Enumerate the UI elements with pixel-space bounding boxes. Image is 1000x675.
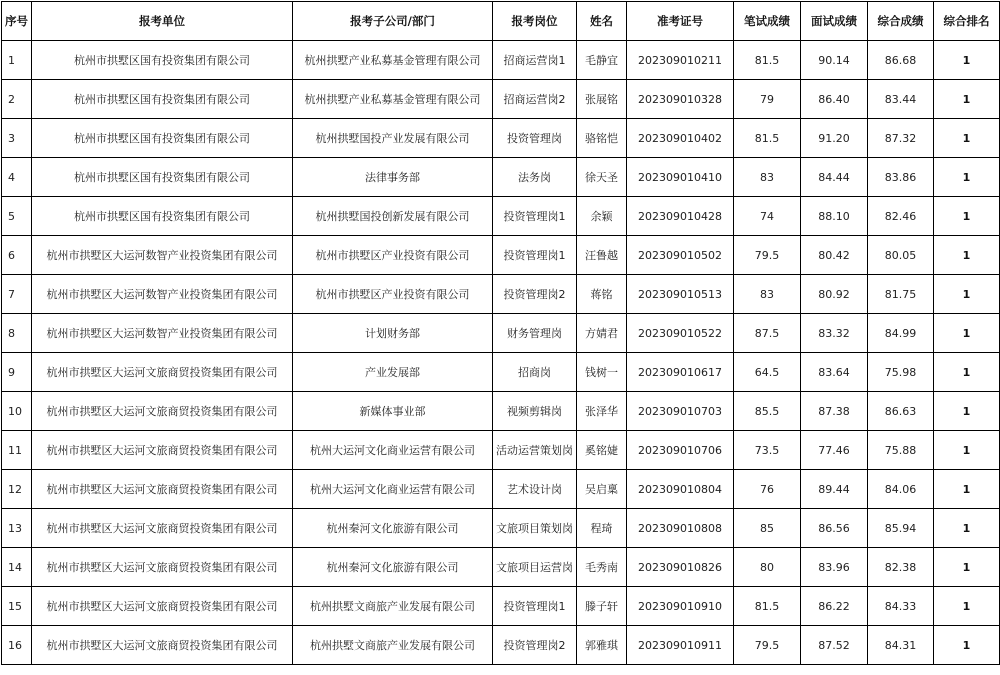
cell-ticket: 202309010502 (627, 236, 734, 275)
cell-written-score: 81.5 (734, 41, 801, 80)
cell-unit: 杭州市拱墅区大运河文旅商贸投资集团有限公司 (32, 392, 293, 431)
cell-subsidiary: 杭州拱墅产业私募基金管理有限公司 (293, 80, 493, 119)
table-row (2, 158, 1000, 197)
cell-name: 徐天圣 (577, 158, 627, 197)
cell-position: 文旅项目运营岗 (493, 548, 577, 587)
table-header (2, 2, 1000, 41)
cell-interview-score: 80.92 (801, 275, 868, 314)
cell-total-score: 85.94 (868, 509, 934, 548)
header-total: 综合成绩 (868, 2, 934, 41)
cell-rank: 1 (934, 158, 1000, 197)
cell-interview-score: 87.52 (801, 626, 868, 665)
cell-unit: 杭州市拱墅区国有投资集团有限公司 (32, 41, 293, 80)
header-index: 序号 (2, 2, 32, 41)
cell-total-score: 82.46 (868, 197, 934, 236)
cell-ticket: 202309010402 (627, 119, 734, 158)
cell-total-score: 86.68 (868, 41, 934, 80)
cell-unit: 杭州市拱墅区国有投资集团有限公司 (32, 158, 293, 197)
cell-ticket: 202309010522 (627, 314, 734, 353)
cell-position: 招商岗 (493, 353, 577, 392)
cell-position: 投资管理岗2 (493, 275, 577, 314)
cell-index: 12 (2, 470, 32, 509)
cell-position: 招商运营岗1 (493, 41, 577, 80)
cell-interview-score: 80.42 (801, 236, 868, 275)
cell-subsidiary: 杭州秦河文化旅游有限公司 (293, 509, 493, 548)
cell-total-score: 81.75 (868, 275, 934, 314)
cell-index: 4 (2, 158, 32, 197)
cell-unit: 杭州市拱墅区大运河文旅商贸投资集团有限公司 (32, 353, 293, 392)
cell-written-score: 83 (734, 158, 801, 197)
cell-rank: 1 (934, 119, 1000, 158)
cell-rank: 1 (934, 80, 1000, 119)
cell-ticket: 202309010804 (627, 470, 734, 509)
cell-written-score: 87.5 (734, 314, 801, 353)
cell-position: 投资管理岗2 (493, 626, 577, 665)
table-row (2, 236, 1000, 275)
cell-name: 程琦 (577, 509, 627, 548)
cell-unit: 杭州市拱墅区大运河数智产业投资集团有限公司 (32, 275, 293, 314)
cell-total-score: 84.31 (868, 626, 934, 665)
cell-position: 法务岗 (493, 158, 577, 197)
cell-subsidiary: 产业发展部 (293, 353, 493, 392)
cell-unit: 杭州市拱墅区大运河文旅商贸投资集团有限公司 (32, 548, 293, 587)
header-rank: 综合排名 (934, 2, 1000, 41)
table-row (2, 431, 1000, 470)
cell-unit: 杭州市拱墅区大运河文旅商贸投资集团有限公司 (32, 470, 293, 509)
cell-rank: 1 (934, 470, 1000, 509)
cell-name: 吴启稟 (577, 470, 627, 509)
cell-index: 10 (2, 392, 32, 431)
header-name: 姓名 (577, 2, 627, 41)
cell-written-score: 73.5 (734, 431, 801, 470)
cell-position: 文旅项目策划岗 (493, 509, 577, 548)
cell-total-score: 86.63 (868, 392, 934, 431)
cell-index: 8 (2, 314, 32, 353)
cell-interview-score: 88.10 (801, 197, 868, 236)
cell-position: 投资管理岗1 (493, 587, 577, 626)
cell-ticket: 202309010808 (627, 509, 734, 548)
cell-position: 投资管理岗1 (493, 236, 577, 275)
cell-interview-score: 86.56 (801, 509, 868, 548)
cell-name: 钱树一 (577, 353, 627, 392)
cell-name: 余颖 (577, 197, 627, 236)
cell-written-score: 64.5 (734, 353, 801, 392)
cell-unit: 杭州市拱墅区大运河文旅商贸投资集团有限公司 (32, 587, 293, 626)
cell-ticket: 202309010910 (627, 587, 734, 626)
table-row (2, 197, 1000, 236)
table-row (2, 548, 1000, 587)
cell-name: 滕子轩 (577, 587, 627, 626)
cell-total-score: 83.86 (868, 158, 934, 197)
cell-index: 11 (2, 431, 32, 470)
cell-index: 3 (2, 119, 32, 158)
cell-subsidiary: 杭州拱墅文商旅产业发展有限公司 (293, 626, 493, 665)
cell-interview-score: 83.32 (801, 314, 868, 353)
cell-written-score: 74 (734, 197, 801, 236)
header-unit: 报考单位 (32, 2, 293, 41)
cell-written-score: 85 (734, 509, 801, 548)
cell-index: 1 (2, 41, 32, 80)
cell-subsidiary: 杭州秦河文化旅游有限公司 (293, 548, 493, 587)
header-interview: 面试成绩 (801, 2, 868, 41)
cell-written-score: 76 (734, 470, 801, 509)
cell-name: 骆铭恺 (577, 119, 627, 158)
cell-position: 投资管理岗1 (493, 197, 577, 236)
header-subsidiary: 报考子公司/部门 (293, 2, 493, 41)
cell-index: 2 (2, 80, 32, 119)
cell-subsidiary: 杭州拱墅文商旅产业发展有限公司 (293, 587, 493, 626)
table-row (2, 119, 1000, 158)
cell-subsidiary: 杭州市拱墅区产业投资有限公司 (293, 236, 493, 275)
cell-subsidiary: 新媒体事业部 (293, 392, 493, 431)
cell-rank: 1 (934, 353, 1000, 392)
cell-rank: 1 (934, 587, 1000, 626)
cell-written-score: 81.5 (734, 119, 801, 158)
cell-name: 蒋铭 (577, 275, 627, 314)
cell-interview-score: 83.64 (801, 353, 868, 392)
cell-total-score: 82.38 (868, 548, 934, 587)
cell-name: 奚铭婕 (577, 431, 627, 470)
cell-index: 6 (2, 236, 32, 275)
cell-rank: 1 (934, 314, 1000, 353)
cell-index: 5 (2, 197, 32, 236)
table-row (2, 314, 1000, 353)
cell-unit: 杭州市拱墅区国有投资集团有限公司 (32, 197, 293, 236)
cell-unit: 杭州市拱墅区大运河文旅商贸投资集团有限公司 (32, 431, 293, 470)
cell-subsidiary: 杭州大运河文化商业运营有限公司 (293, 431, 493, 470)
cell-unit: 杭州市拱墅区国有投资集团有限公司 (32, 119, 293, 158)
cell-written-score: 79.5 (734, 626, 801, 665)
cell-subsidiary: 杭州拱墅国投产业发展有限公司 (293, 119, 493, 158)
cell-ticket: 202309010211 (627, 41, 734, 80)
cell-position: 招商运营岗2 (493, 80, 577, 119)
cell-unit: 杭州市拱墅区大运河文旅商贸投资集团有限公司 (32, 509, 293, 548)
header-written: 笔试成绩 (734, 2, 801, 41)
cell-interview-score: 84.44 (801, 158, 868, 197)
cell-total-score: 80.05 (868, 236, 934, 275)
cell-ticket: 202309010706 (627, 431, 734, 470)
cell-rank: 1 (934, 236, 1000, 275)
cell-name: 汪鲁越 (577, 236, 627, 275)
cell-interview-score: 90.14 (801, 41, 868, 80)
cell-index: 7 (2, 275, 32, 314)
cell-ticket: 202309010513 (627, 275, 734, 314)
cell-subsidiary: 杭州大运河文化商业运营有限公司 (293, 470, 493, 509)
cell-index: 14 (2, 548, 32, 587)
table-row (2, 353, 1000, 392)
cell-name: 方婧君 (577, 314, 627, 353)
cell-written-score: 80 (734, 548, 801, 587)
cell-interview-score: 83.96 (801, 548, 868, 587)
cell-ticket: 202309010617 (627, 353, 734, 392)
cell-position: 投资管理岗 (493, 119, 577, 158)
cell-ticket: 202309010410 (627, 158, 734, 197)
header-ticket: 准考证号 (627, 2, 734, 41)
cell-ticket: 202309010911 (627, 626, 734, 665)
cell-written-score: 79 (734, 80, 801, 119)
cell-total-score: 83.44 (868, 80, 934, 119)
cell-total-score: 75.98 (868, 353, 934, 392)
cell-rank: 1 (934, 41, 1000, 80)
table-row (2, 41, 1000, 80)
score-table (1, 1, 1000, 665)
cell-index: 13 (2, 509, 32, 548)
cell-ticket: 202309010703 (627, 392, 734, 431)
table-row (2, 275, 1000, 314)
cell-position: 活动运营策划岗 (493, 431, 577, 470)
cell-interview-score: 87.38 (801, 392, 868, 431)
cell-written-score: 83 (734, 275, 801, 314)
cell-interview-score: 86.40 (801, 80, 868, 119)
cell-ticket: 202309010428 (627, 197, 734, 236)
cell-rank: 1 (934, 275, 1000, 314)
cell-subsidiary: 杭州拱墅国投创新发展有限公司 (293, 197, 493, 236)
cell-unit: 杭州市拱墅区大运河数智产业投资集团有限公司 (32, 314, 293, 353)
cell-unit: 杭州市拱墅区大运河文旅商贸投资集团有限公司 (32, 626, 293, 665)
cell-interview-score: 91.20 (801, 119, 868, 158)
cell-unit: 杭州市拱墅区大运河数智产业投资集团有限公司 (32, 236, 293, 275)
cell-interview-score: 77.46 (801, 431, 868, 470)
header-row (2, 2, 1000, 41)
table-row (2, 470, 1000, 509)
table-body (2, 41, 1000, 665)
table-row (2, 392, 1000, 431)
cell-subsidiary: 杭州市拱墅区产业投资有限公司 (293, 275, 493, 314)
cell-index: 9 (2, 353, 32, 392)
cell-rank: 1 (934, 548, 1000, 587)
cell-position: 艺术设计岗 (493, 470, 577, 509)
cell-written-score: 79.5 (734, 236, 801, 275)
header-position: 报考岗位 (493, 2, 577, 41)
cell-rank: 1 (934, 431, 1000, 470)
cell-name: 郭雅琪 (577, 626, 627, 665)
cell-index: 15 (2, 587, 32, 626)
cell-name: 毛秀南 (577, 548, 627, 587)
cell-total-score: 84.06 (868, 470, 934, 509)
cell-name: 张泽华 (577, 392, 627, 431)
cell-rank: 1 (934, 197, 1000, 236)
cell-written-score: 85.5 (734, 392, 801, 431)
cell-total-score: 87.32 (868, 119, 934, 158)
cell-position: 财务管理岗 (493, 314, 577, 353)
cell-name: 张展铭 (577, 80, 627, 119)
cell-ticket: 202309010826 (627, 548, 734, 587)
cell-total-score: 75.88 (868, 431, 934, 470)
cell-rank: 1 (934, 392, 1000, 431)
cell-name: 毛静宜 (577, 41, 627, 80)
cell-subsidiary: 法律事务部 (293, 158, 493, 197)
cell-interview-score: 89.44 (801, 470, 868, 509)
table-row (2, 587, 1000, 626)
cell-interview-score: 86.22 (801, 587, 868, 626)
cell-rank: 1 (934, 509, 1000, 548)
table-row (2, 626, 1000, 665)
table-row (2, 509, 1000, 548)
cell-total-score: 84.99 (868, 314, 934, 353)
cell-subsidiary: 杭州拱墅产业私募基金管理有限公司 (293, 41, 493, 80)
table-row (2, 80, 1000, 119)
cell-unit: 杭州市拱墅区国有投资集团有限公司 (32, 80, 293, 119)
cell-total-score: 84.33 (868, 587, 934, 626)
cell-position: 视频剪辑岗 (493, 392, 577, 431)
cell-written-score: 81.5 (734, 587, 801, 626)
cell-subsidiary: 计划财务部 (293, 314, 493, 353)
cell-rank: 1 (934, 626, 1000, 665)
cell-index: 16 (2, 626, 32, 665)
cell-ticket: 202309010328 (627, 80, 734, 119)
